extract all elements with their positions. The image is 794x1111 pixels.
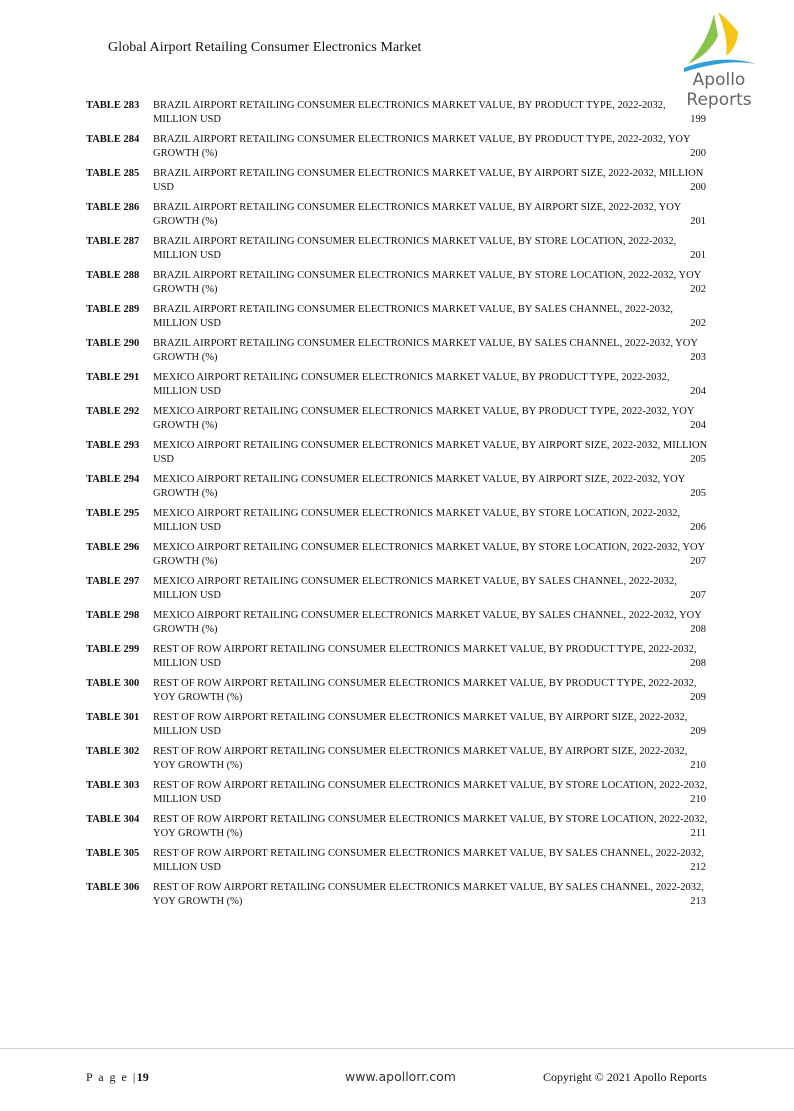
toc-entry-label: TABLE 290 xyxy=(86,338,140,349)
toc-entry-label: TABLE 287 xyxy=(86,236,140,247)
toc-entry-label: TABLE 298 xyxy=(86,610,140,621)
toc-entry-page: 207 xyxy=(690,555,706,567)
toc-entry-label: TABLE 293 xyxy=(86,440,140,451)
toc-entry-label: TABLE 283 xyxy=(86,100,140,111)
toc-entry-title: MEXICO AIRPORT RETAILING CONSUMER ELECTRONICS MARKET VALUE, BY PRODUCT TYPE, 2022-2032, YOY GROWTH (%) xyxy=(153,406,695,431)
toc-entry-title: MEXICO AIRPORT RETAILING CONSUMER ELECTRONICS MARKET VALUE, BY PRODUCT TYPE, 2022-2032, MILLION USD xyxy=(153,372,670,397)
toc-entry-page: 200 xyxy=(690,147,706,159)
document-header-title: Global Airport Retailing Consumer Electronics Market xyxy=(108,40,422,55)
toc-entry-page: 205 xyxy=(690,487,706,499)
toc-entry-label: TABLE 297 xyxy=(86,576,140,587)
toc-entry-label: TABLE 295 xyxy=(86,508,140,519)
toc-entry-title: REST OF ROW AIRPORT RETAILING CONSUMER ELECTRONICS MARKET VALUE, BY STORE LOCATION, 2022-2032, YOY GROWTH (%) xyxy=(153,814,708,839)
toc-entry-label: TABLE 294 xyxy=(86,474,140,485)
toc-entry-page: 199 xyxy=(690,113,706,125)
toc-entry-label: TABLE 288 xyxy=(86,270,140,281)
toc-entry-label: TABLE 301 xyxy=(86,712,140,723)
toc-entry-label: TABLE 299 xyxy=(86,644,140,655)
toc-entry-page: 210 xyxy=(690,759,706,771)
toc-entry-title: BRAZIL AIRPORT RETAILING CONSUMER ELECTRONICS MARKET VALUE, BY PRODUCT TYPE, 2022-2032, YOY GROWTH (%) xyxy=(153,134,691,159)
toc-entry[interactable] xyxy=(86,403,710,437)
toc-entry[interactable] xyxy=(86,811,710,845)
toc-entry-label: TABLE 304 xyxy=(86,814,140,825)
toc-entry-title: REST OF ROW AIRPORT RETAILING CONSUMER ELECTRONICS MARKET VALUE, BY PRODUCT TYPE, 2022-2032, MILLION USD xyxy=(153,644,697,669)
toc-entry-title: BRAZIL AIRPORT RETAILING CONSUMER ELECTRONICS MARKET VALUE, BY STORE LOCATION, 2022-2032, YOY GROWTH (%) xyxy=(153,270,701,295)
toc-entry-title: MEXICO AIRPORT RETAILING CONSUMER ELECTRONICS MARKET VALUE, BY AIRPORT SIZE, 2022-2032, MILLION USD xyxy=(153,440,708,465)
toc-entry-label: TABLE 285 xyxy=(86,168,140,179)
toc-entry-page: 202 xyxy=(690,317,706,329)
toc-entry-title: BRAZIL AIRPORT RETAILING CONSUMER ELECTRONICS MARKET VALUE, BY SALES CHANNEL, 2022-2032, MILLION USD xyxy=(153,304,673,329)
toc-entry[interactable] xyxy=(86,709,710,743)
toc-entry[interactable] xyxy=(86,539,710,573)
toc-entry[interactable] xyxy=(86,845,710,879)
toc-entry[interactable] xyxy=(86,199,710,233)
toc-entry[interactable] xyxy=(86,777,710,811)
toc-entry-page: 210 xyxy=(690,793,706,805)
toc-entry-page: 212 xyxy=(690,861,706,873)
toc-entry-label: TABLE 303 xyxy=(86,780,140,791)
toc-entry-page: 201 xyxy=(690,249,706,261)
toc-entry[interactable] xyxy=(86,437,710,471)
footer-copyright: Copyright © 2021 Apollo Reports xyxy=(543,1070,707,1084)
apollo-logo-icon xyxy=(680,10,760,74)
toc-entry-title: MEXICO AIRPORT RETAILING CONSUMER ELECTRONICS MARKET VALUE, BY SALES CHANNEL, 2022-2032, MILLION USD xyxy=(153,576,677,601)
toc-entry-title: BRAZIL AIRPORT RETAILING CONSUMER ELECTRONICS MARKET VALUE, BY AIRPORT SIZE, 2022-2032, MILLION USD xyxy=(153,168,704,193)
toc-entry-page: 204 xyxy=(690,419,706,431)
toc-entry-page: 202 xyxy=(690,283,706,295)
page-prefix: P a g e | xyxy=(86,1070,137,1084)
footer-website: www.apollorr.com xyxy=(345,1069,456,1084)
toc-entry-title: MEXICO AIRPORT RETAILING CONSUMER ELECTRONICS MARKET VALUE, BY AIRPORT SIZE, 2022-2032, YOY GROWTH (%) xyxy=(153,474,685,499)
toc-entry-page: 208 xyxy=(690,657,706,669)
logo-text: Apollo Reports xyxy=(686,70,752,110)
page-number: 19 xyxy=(136,1070,149,1084)
toc-entry-page: 203 xyxy=(690,351,706,363)
toc-entry[interactable] xyxy=(86,301,710,335)
toc-entry-title: REST OF ROW AIRPORT RETAILING CONSUMER ELECTRONICS MARKET VALUE, BY AIRPORT SIZE, 2022-2032, YOY GROWTH (%) xyxy=(153,746,688,771)
toc-entry-page: 207 xyxy=(690,589,706,601)
toc-entry[interactable] xyxy=(86,505,710,539)
toc-entry[interactable] xyxy=(86,607,710,641)
toc-entry[interactable] xyxy=(86,131,710,165)
toc-entry-label: TABLE 291 xyxy=(86,372,140,383)
toc-entry[interactable] xyxy=(86,879,710,913)
toc-entry-label: TABLE 302 xyxy=(86,746,140,757)
toc-entry-title: BRAZIL AIRPORT RETAILING CONSUMER ELECTRONICS MARKET VALUE, BY SALES CHANNEL, 2022-2032, YOY GROWTH (%) xyxy=(153,338,698,363)
toc-entry-page: 205 xyxy=(690,453,706,465)
toc-entry-title: MEXICO AIRPORT RETAILING CONSUMER ELECTRONICS MARKET VALUE, BY STORE LOCATION, 2022-2032, MILLION USD xyxy=(153,508,681,533)
toc-entry[interactable] xyxy=(86,573,710,607)
toc-entry[interactable] xyxy=(86,641,710,675)
toc-entry-page: 211 xyxy=(690,827,706,839)
toc-entry-title: BRAZIL AIRPORT RETAILING CONSUMER ELECTRONICS MARKET VALUE, BY PRODUCT TYPE, 2022-2032, MILLION USD xyxy=(153,100,666,125)
footer-divider xyxy=(0,1048,794,1049)
toc-entry[interactable] xyxy=(86,165,710,199)
toc-entry-page: 201 xyxy=(690,215,706,227)
footer-page-number xyxy=(86,1070,149,1085)
toc-entry-title: REST OF ROW AIRPORT RETAILING CONSUMER ELECTRONICS MARKET VALUE, BY AIRPORT SIZE, 2022-2032, MILLION USD xyxy=(153,712,688,737)
toc-entry-label: TABLE 289 xyxy=(86,304,140,315)
table-of-contents-list xyxy=(86,97,710,913)
toc-entry-title: MEXICO AIRPORT RETAILING CONSUMER ELECTRONICS MARKET VALUE, BY SALES CHANNEL, 2022-2032, YOY GROWTH (%) xyxy=(153,610,702,635)
toc-entry-page: 209 xyxy=(690,725,706,737)
toc-entry-page: 208 xyxy=(690,623,706,635)
toc-entry[interactable] xyxy=(86,233,710,267)
toc-entry-page: 200 xyxy=(690,181,706,193)
toc-entry-label: TABLE 306 xyxy=(86,882,140,893)
toc-entry[interactable] xyxy=(86,97,710,131)
toc-entry-title: REST OF ROW AIRPORT RETAILING CONSUMER ELECTRONICS MARKET VALUE, BY PRODUCT TYPE, 2022-2032, YOY GROWTH (%) xyxy=(153,678,697,703)
toc-entry-page: 204 xyxy=(690,385,706,397)
toc-entry[interactable] xyxy=(86,369,710,403)
toc-entry-title: REST OF ROW AIRPORT RETAILING CONSUMER ELECTRONICS MARKET VALUE, BY SALES CHANNEL, 2022-2032, YOY GROWTH (%) xyxy=(153,882,704,907)
toc-entry-title: REST OF ROW AIRPORT RETAILING CONSUMER ELECTRONICS MARKET VALUE, BY SALES CHANNEL, 2022-2032, MILLION USD xyxy=(153,848,704,873)
toc-entry[interactable] xyxy=(86,267,710,301)
toc-entry-title: MEXICO AIRPORT RETAILING CONSUMER ELECTRONICS MARKET VALUE, BY STORE LOCATION, 2022-2032, YOY GROWTH (%) xyxy=(153,542,705,567)
toc-entry-page: 209 xyxy=(690,691,706,703)
toc-entry-label: TABLE 292 xyxy=(86,406,140,417)
toc-entry-title: BRAZIL AIRPORT RETAILING CONSUMER ELECTRONICS MARKET VALUE, BY AIRPORT SIZE, 2022-2032, YOY GROWTH (%) xyxy=(153,202,681,227)
toc-entry-title: REST OF ROW AIRPORT RETAILING CONSUMER ELECTRONICS MARKET VALUE, BY STORE LOCATION, 2022-2032, MILLION USD xyxy=(153,780,708,805)
toc-entry[interactable] xyxy=(86,675,710,709)
toc-entry[interactable] xyxy=(86,471,710,505)
toc-entry-label: TABLE 284 xyxy=(86,134,140,145)
toc-entry-page: 206 xyxy=(690,521,706,533)
toc-entry-label: TABLE 305 xyxy=(86,848,140,859)
apollo-reports-logo xyxy=(660,10,780,110)
toc-entry-page: 213 xyxy=(690,895,706,907)
toc-entry[interactable] xyxy=(86,335,710,369)
toc-entry-label: TABLE 296 xyxy=(86,542,140,553)
toc-entry-label: TABLE 300 xyxy=(86,678,140,689)
toc-entry-title: BRAZIL AIRPORT RETAILING CONSUMER ELECTRONICS MARKET VALUE, BY STORE LOCATION, 2022-2032, MILLION USD xyxy=(153,236,677,261)
toc-entry-label: TABLE 286 xyxy=(86,202,140,213)
toc-entry[interactable] xyxy=(86,743,710,777)
